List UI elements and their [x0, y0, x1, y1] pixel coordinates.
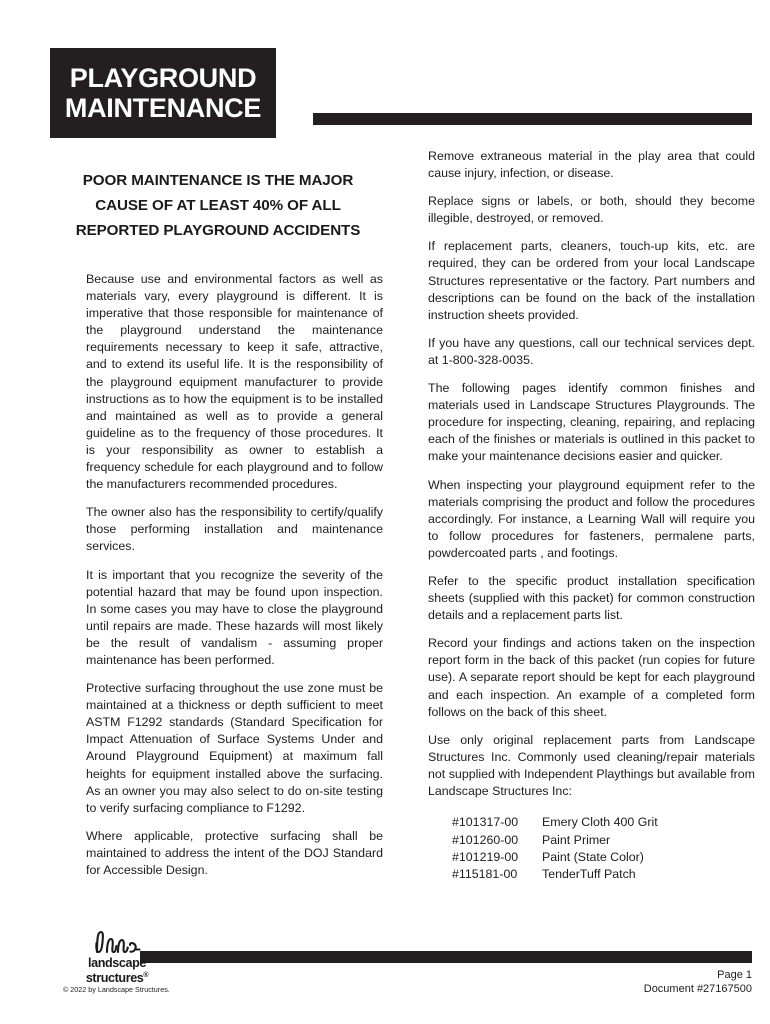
part-description: TenderTuff Patch — [542, 867, 636, 882]
copyright-notice: © 2022 by Landscape Structures. — [63, 985, 170, 994]
document-number: Document #27167500 — [643, 983, 752, 995]
document-meta — [644, 968, 752, 996]
left-paragraph-1: Because use and environmental factors as well as materials vary, every playground is different. It is imperative that those responsible for maintenance of the playground understand the maintenance requirements necessary to keep it safe, attractive, and to extend its useful life. It is the responsibility of the playground equipment manufacturer to provide instructions as to how the equipment is to be installed and maintained as well as to provide a general guideline as to the frequency of those procedures. It is your responsibility as owner to establish a frequency schedule for each playground and to follow the manufacturers recommended procedures. — [86, 272, 383, 492]
part-description: Paint (State Color) — [542, 849, 644, 864]
page-headline — [50, 168, 386, 243]
part-list-item — [452, 832, 755, 849]
part-number: #101219-00 — [452, 849, 519, 864]
left-paragraph-5: Where applicable, protective surfacing shall be maintained to address the intent of the DOJ Standard for Accessible Design. — [86, 828, 383, 877]
landscape-structures-logo — [62, 930, 172, 984]
squiggle-logo-icon — [89, 930, 145, 956]
right-text-column — [428, 148, 755, 884]
part-number: #115181-00 — [452, 867, 518, 882]
part-number: #101317-00 — [452, 815, 519, 830]
part-list-item — [452, 814, 755, 831]
part-list-item — [452, 866, 755, 883]
right-paragraph-7: Refer to the specific product installation specification sheets (supplied with this packet) for common construction details and a replacement parts list. — [428, 573, 755, 623]
registered-mark-icon: ® — [143, 971, 149, 979]
right-paragraph-8: Record your findings and actions taken on the inspection report form in the back of this packet (run copies for future use). A separate report should be kept for each playground and each inspection. An example of a completed form follows on the back of this sheet. — [428, 636, 755, 719]
title-line-2: MAINTENANCE — [64, 93, 262, 123]
logo-word-structures: structures — [85, 970, 144, 985]
part-number: #101260-00 — [452, 832, 519, 847]
right-paragraph-5: The following pages identify common finishes and materials used in Landscape Structures Playgrounds. The procedure for inspecting, cleaning, repairing, and replacing each of the finishes or materials is outlined in this packet to make your maintenance decisions easier and quicker. — [428, 381, 755, 464]
document-title-block — [50, 48, 276, 138]
part-description: Emery Cloth 400 Grit — [542, 815, 658, 830]
page-number: Page 1 — [717, 969, 752, 981]
right-paragraph-6: When inspecting your playground equipment refer to the materials comprising the product and follow the procedures accordingly. For instance, a Learning Wall will require you to follow procedures for fasteners, permalene parts, powdercoated parts , and footings. — [428, 477, 755, 560]
right-paragraph-1: Remove extraneous material in the play area that could cause injury, infection, or disease. — [428, 149, 755, 181]
logo-word-line-1: landscape — [88, 956, 146, 970]
right-paragraph-3: If replacement parts, cleaners, touch-up kits, etc. are required, they can be ordered from your local Landscape Structures representative or the factory. Part numbers and descriptions can be found on the back of the installation instruction sheets provided. — [428, 239, 755, 322]
part-description: Paint Primer — [542, 832, 611, 847]
left-paragraph-2: The owner also has the responsibility to certify/qualify those performing installation and maintenance services. — [86, 505, 383, 554]
left-paragraph-3: It is important that you recognize the severity of the potential hazard that may be found upon inspection. In some cases you may have to close the playground until repairs are made. These hazards will most likely be the result of vandalism - assuming proper maintenance has been performed. — [86, 567, 383, 667]
left-text-column — [86, 271, 383, 879]
header-rule — [313, 113, 752, 125]
title-line-1: PLAYGROUND — [69, 63, 257, 93]
footer-rule — [140, 951, 752, 963]
headline-line-2: CAUSE OF AT LEAST 40% OF ALL — [95, 197, 341, 214]
replacement-parts-list — [452, 814, 755, 884]
left-paragraph-4: Protective surfacing throughout the use zone must be maintained at a thickness or depth sufficient to meet ASTM F1292 standards (Standard Specification for Impact Attenuation of Surface Systems Under and Around Playground Equipment) at maximum fall heights for equipment installed above the surfacing. As an owner you may also select to do on-site testing to verify surfacing compliance to F1292. — [86, 681, 383, 815]
part-list-item — [452, 849, 755, 866]
headline-line-3: REPORTED PLAYGROUND ACCIDENTS — [75, 222, 361, 239]
logo-word-line-2 — [62, 970, 172, 985]
right-paragraph-4: If you have any questions, call our technical services dept. at 1-800-328-0035. — [428, 335, 755, 367]
headline-line-1: POOR MAINTENANCE IS THE MAJOR — [82, 172, 354, 189]
right-paragraph-9: Use only original replacement parts from Landscape Structures Inc. Commonly used cleaning/repair materials not supplied with Independent Playthings but available from Landscape Structures Inc: — [428, 732, 755, 798]
right-paragraph-2: Replace signs or labels, or both, should they become illegible, destroyed, or removed. — [428, 194, 755, 226]
